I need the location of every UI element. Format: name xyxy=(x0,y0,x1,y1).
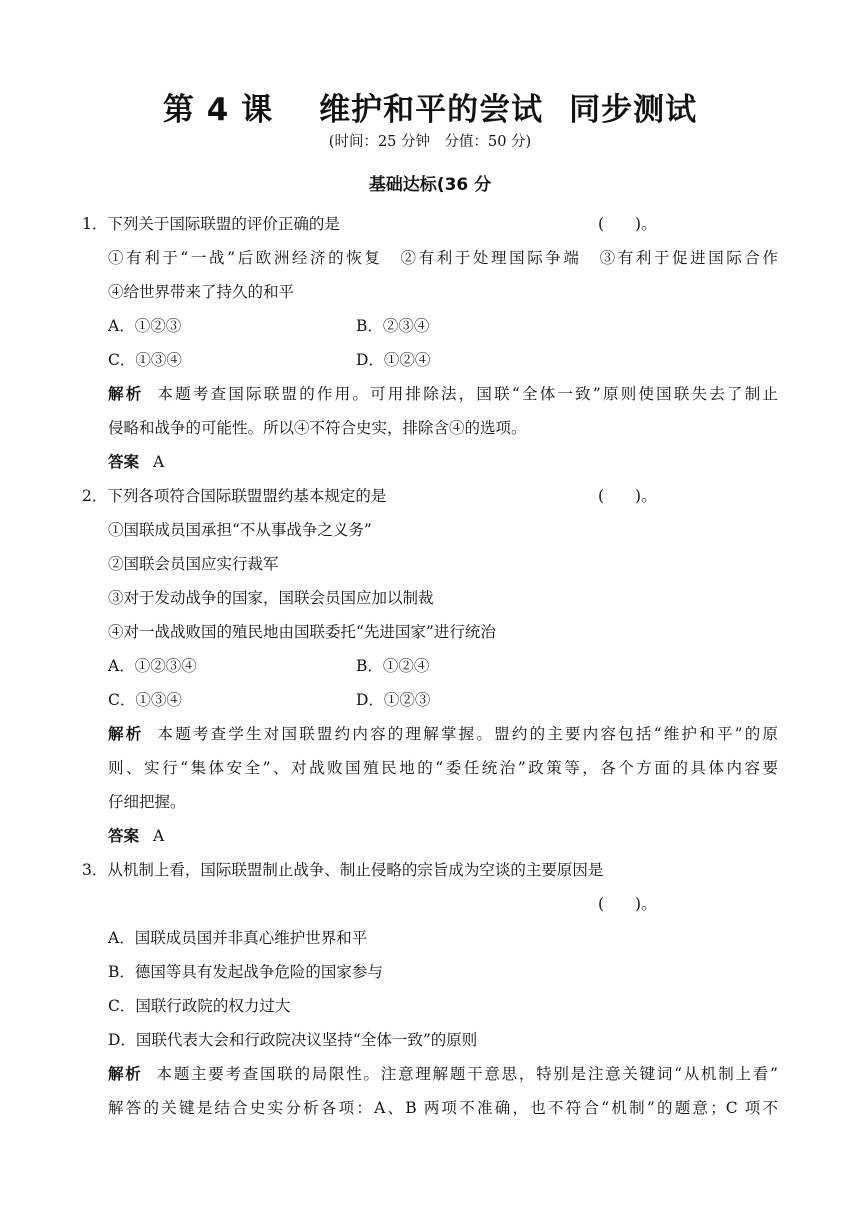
question-1-analysis-line-2: 侵略和战争的可能性。所以④不符合史实，排除含④的选项。 xyxy=(108,419,527,437)
page-subtitle: (时间：25 分钟 分值：50 分) xyxy=(328,134,532,150)
title-topic: 维护和平的尝试 xyxy=(319,92,544,128)
question-2-analysis-line-3: 仔细把握。 xyxy=(108,793,186,811)
question-2-choice-c: C．①③④ xyxy=(108,691,182,709)
question-3-choice-c: C．国联行政院的权力过大 xyxy=(108,997,291,1015)
question-3-analysis-line-1: 解析 本题主要考查国联的局限性。注意理解题干意思，特别是注意关键词“从机制上看” xyxy=(108,1065,778,1083)
question-3-choice-b: B．德国等具有发起战争危险的国家参与 xyxy=(108,963,383,981)
question-3-choice-a: A．国联成员国并非真心维护世界和平 xyxy=(108,929,368,947)
analysis-label: 解析 xyxy=(108,725,144,743)
question-1-choice-a: A．①②③ xyxy=(108,317,182,335)
question-2-item-1: ①国联成员国承担“不从事战争之义务” xyxy=(108,521,372,539)
question-2-item-3: ③对于发动战争的国家，国联会员国应加以制裁 xyxy=(108,589,434,607)
question-2-stem: 2．下列各项符合国际联盟盟约基本规定的是 xyxy=(82,487,387,505)
question-1-choice-c: C．①③④ xyxy=(108,351,182,369)
question-1-options-line-1: ①有利于“一战”后欧洲经济的恢复 ②有利于处理国际争端 ③有利于促进国际合作 xyxy=(108,249,778,267)
question-2-item-4: ④对一战战败国的殖民地由国联委托“先进国家”进行统治 xyxy=(108,623,496,641)
question-2-choice-a: A．①②③④ xyxy=(108,657,197,675)
question-2-analysis-line-2: 则、实行“集体安全”、对战败国殖民地的“委任统治”政策等，各个方面的具体内容要 xyxy=(108,759,778,777)
analysis-label: 解析 xyxy=(108,1065,143,1083)
question-2-answer: 答案 A xyxy=(108,827,165,845)
question-3-answer-blank: ( )。 xyxy=(598,895,657,913)
title-lesson: 第 4 课 xyxy=(162,92,274,128)
analysis-label: 解析 xyxy=(108,385,144,403)
question-1-answer-blank: ( )。 xyxy=(598,215,657,233)
answer-label: 答案 xyxy=(108,827,140,845)
question-3-stem: 3．从机制上看，国际联盟制止战争、制止侵略的宗旨成为空谈的主要原因是 xyxy=(82,861,604,879)
question-2-analysis-line-1: 解析 本题考查学生对国联盟约内容的理解掌握。盟约的主要内容包括“维护和平”的原 xyxy=(108,725,778,743)
question-1-analysis-line-1: 解析 本题考查国际联盟的作用。可用排除法，国联“全体一致”原则使国联失去了制止 xyxy=(108,385,778,403)
question-3-choice-d: D．国联代表大会和行政院决议坚持“全体一致”的原则 xyxy=(108,1031,478,1049)
question-1-options-line-2: ④给世界带来了持久的和平 xyxy=(108,283,295,301)
answer-label: 答案 xyxy=(108,453,140,471)
title-test: 同步测试 xyxy=(569,92,698,128)
section-heading: 基础达标(36 分 xyxy=(368,175,492,195)
question-1-answer: 答案 A xyxy=(108,453,165,471)
question-1-stem: 1．下列关于国际联盟的评价正确的是 xyxy=(82,215,340,233)
question-1-choice-b: B．②③④ xyxy=(356,317,430,335)
question-2-answer-blank: ( )。 xyxy=(598,487,657,505)
question-1-choice-d: D．①②④ xyxy=(356,351,431,369)
page-title xyxy=(0,84,860,129)
question-2-item-2: ②国联会员国应实行裁军 xyxy=(108,555,279,573)
question-3-analysis-line-2: 解答的关键是结合史实分析各项：A、B 两项不准确，也不符合“机制”的题意；C 项不 xyxy=(108,1099,778,1117)
question-2-choice-d: D．①②③ xyxy=(356,691,431,709)
question-2-choice-b: B．①②④ xyxy=(356,657,430,675)
